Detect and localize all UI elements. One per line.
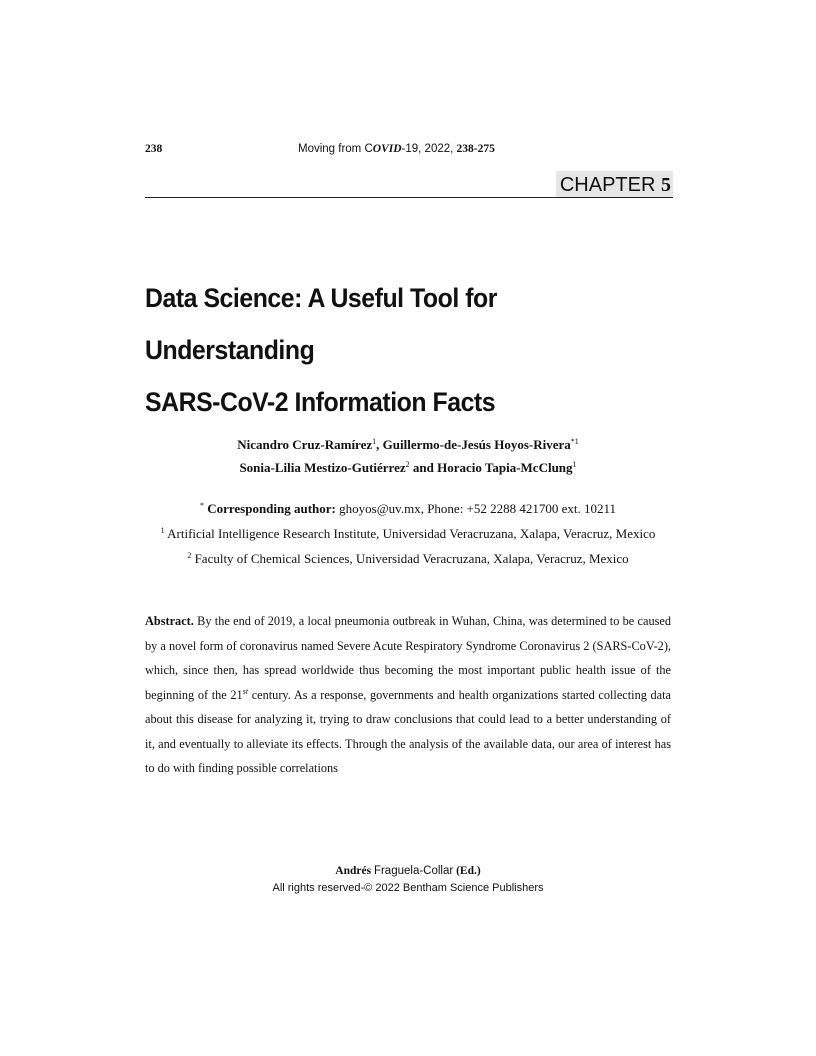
running-head-pages: 238-275 (456, 143, 495, 155)
chapter-title-line-1: Data Science: A Useful Tool for Understanding (145, 283, 497, 365)
running-head-italic: OVID (372, 143, 402, 155)
author-name: Sonia-Lilia Mestizo-Gutiérrez (239, 460, 406, 475)
chapter-divider (145, 197, 673, 198)
editor-surname: Fraguela-Collar (373, 865, 454, 877)
corresponding-author (145, 501, 671, 517)
author-conjunction: and (409, 460, 438, 475)
author-line-2 (145, 460, 671, 476)
affiliation-1 (145, 526, 671, 542)
copyright-notice: All rights reserved-© 2022 Bentham Science Publishers (272, 882, 544, 894)
author-line-1 (145, 437, 671, 453)
editor-name: Andrés (335, 865, 372, 877)
author-mark: 1 (372, 437, 377, 446)
abstract-superscript: st (242, 686, 249, 696)
chapter-title (145, 272, 660, 428)
running-head-suffix: -19, 2022, (401, 143, 457, 155)
corresponding-details: ghoyos@uv.mx, Phone: +52 2288 421700 ext. 10211 (339, 501, 617, 516)
abstract-text-1: By the end of 2019, a local pneumonia outbreak in Wuhan, China, was determined to be caused by a novel form of coronavirus named Severe Acute Respiratory Syndrome Coronavirus 2 (SARS-CoV-2), which, since then, has spread worldwide thus becoming the most important public health issue of the beginning of the 21 (145, 614, 672, 702)
affiliation-mark: 1 (160, 526, 165, 535)
editor-line (145, 865, 671, 877)
running-head (298, 143, 495, 155)
editor-role: (Ed.) (456, 865, 481, 877)
author-mark: 1 (572, 460, 577, 469)
author-separator: , (376, 437, 383, 452)
affiliation-2 (145, 551, 671, 567)
abstract-text-2: century. As a response, governments and health organizations started collecting data about this disease for analyzing it, trying to draw conclusions that could lead to a better understanding of it, and eventually to alleviate its effects. Through the analysis of the available data, our area of interest has to do with finding possible correlations (145, 687, 671, 775)
abstract-label: Abstract. (145, 614, 194, 628)
affiliation-text: Artificial Intelligence Research Institute, Universidad Veracruzana, Xalapa, Veracruz, Mexico (167, 526, 656, 541)
running-head-prefix: Moving from C (298, 143, 373, 155)
chapter-number: 5 (661, 174, 671, 196)
author-mark: *1 (570, 437, 579, 446)
affiliation-text: Faculty of Chemical Sciences, Universidad Veracruzana, Xalapa, Veracruz, Mexico (194, 551, 629, 566)
abstract (145, 609, 671, 781)
chapter-label (556, 171, 673, 197)
affiliation-mark: 2 (187, 551, 192, 560)
author-name: Horacio Tapia-McClung (437, 460, 573, 475)
page-number: 238 (145, 143, 163, 155)
corresponding-label: Corresponding author: (207, 501, 336, 516)
corresponding-mark: * (199, 501, 204, 510)
chapter-word: CHAPTER (559, 174, 656, 196)
chapter-title-line-2: SARS-CoV-2 Information Facts (145, 387, 496, 417)
author-name: Guillermo-de-Jesús Hoyos-Rivera (382, 437, 571, 452)
author-mark: 2 (405, 460, 410, 469)
author-name: Nicandro Cruz-Ramírez (237, 437, 373, 452)
